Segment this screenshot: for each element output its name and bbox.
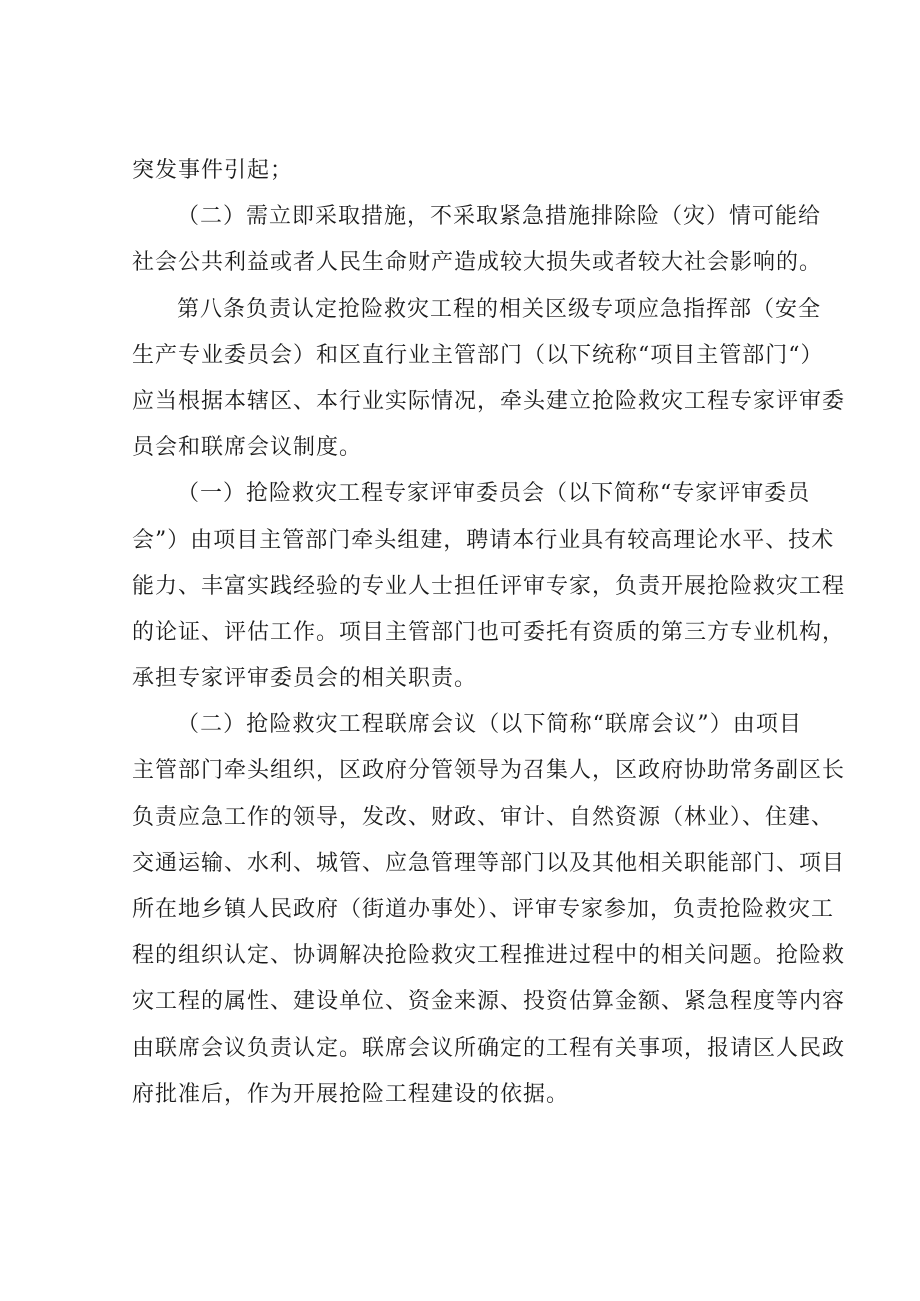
text-line: 程的组织认定、协调解决抢险救灾工程推进过程中的相关问题。抢险救 xyxy=(132,943,846,969)
text-line: （二）抢险救灾工程联席会议（以下简称“联席会议”）由项目 xyxy=(177,712,802,738)
text-line: 突发事件引起； xyxy=(132,158,294,183)
text-line: 由联席会议负责认定。联席会议所确定的工程有关事项，报请区人民政 xyxy=(132,1035,846,1061)
text-line: 会”）由项目主管部门牵头组建，聘请本行业具有较高理论水平、技术 xyxy=(132,527,835,553)
text-line: 负责应急工作的领导，发改、财政、审计、自然资源（林业）、住建、 xyxy=(132,804,835,830)
text-line: 社会公共利益或者人民生命财产造成较大损失或者较大社会影响的。 xyxy=(132,250,823,276)
text-line: 灾工程的属性、建设单位、资金来源、投资估算金额、紧急程度等内容 xyxy=(132,989,846,1015)
document-body xyxy=(132,151,846,1121)
text-line: 第八条负责认定抢险救灾工程的相关区级专项应急指挥部（安全 xyxy=(177,296,822,322)
text-line: 能力、丰富实践经验的专业人士担任评审专家，负责开展抢险救灾工程 xyxy=(132,573,846,599)
text-line: 承担专家评审委员会的相关职责。 xyxy=(132,666,478,692)
text-line: 所在地乡镇人民政府（街道办事处）、评审专家参加，负责抢险救灾工 xyxy=(132,897,835,922)
text-line: 员会和联席会议制度。 xyxy=(132,435,363,461)
text-line: 府批准后，作为开展抢险工程建设的依据。 xyxy=(132,1081,570,1107)
text-line: 交通运输、水利、城管、应急管理等部门以及其他相关职能部门、项目 xyxy=(132,850,846,876)
text-line: 应当根据本辖区、本行业实际情况，牵头建立抢险救灾工程专家评审委 xyxy=(132,388,846,414)
text-line: （二）需立即采取措施，不采取紧急措施排除险（灾）情可能给 xyxy=(177,204,822,230)
text-line: 生产专业委员会）和区直行业主管部门（以下统称“项目主管部门“） xyxy=(132,342,824,368)
text-line: 的论证、评估工作。项目主管部门也可委托有资质的第三方专业机构， xyxy=(132,619,846,645)
text-line: 主管部门牵头组织，区政府分管领导为召集人，区政府协助常务副区长 xyxy=(132,758,846,784)
text-line: （一）抢险救灾工程专家评审委员会（以下简称“专家评审委员 xyxy=(177,481,811,507)
